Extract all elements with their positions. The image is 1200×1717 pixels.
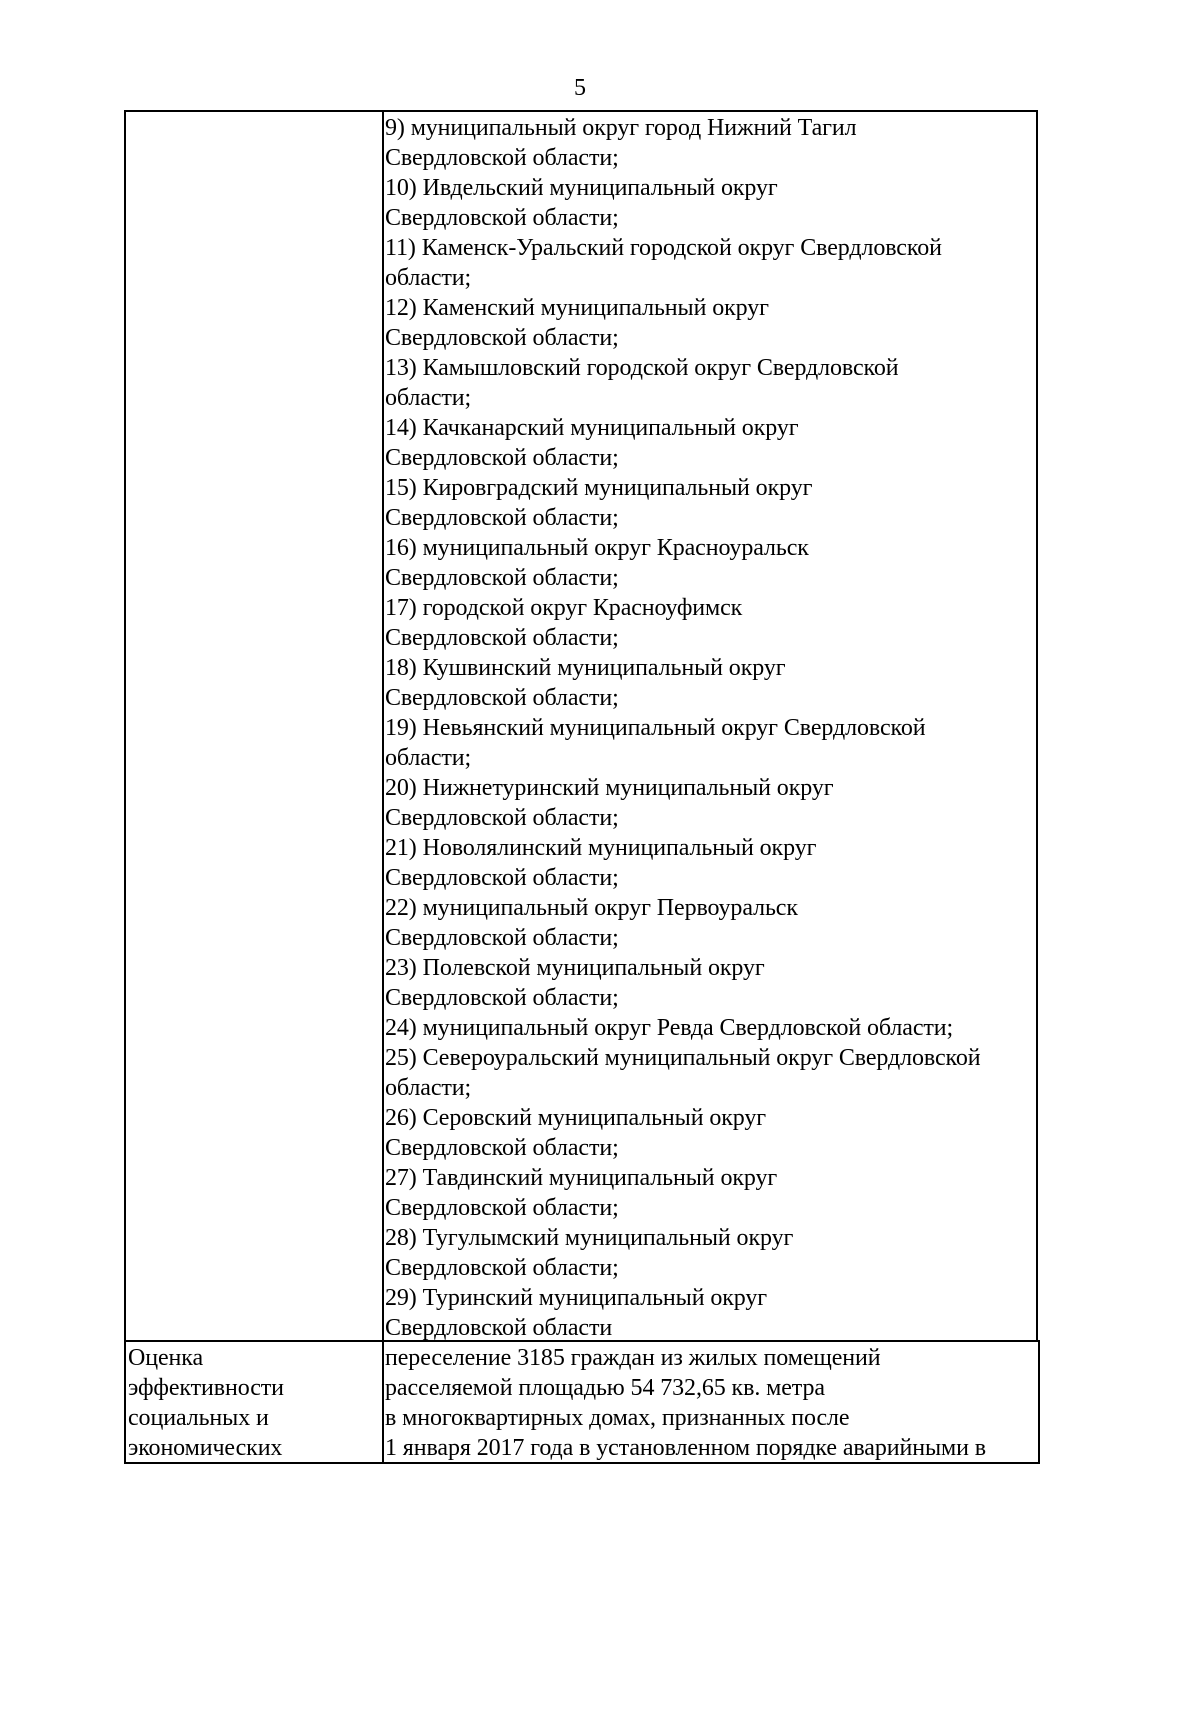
- text-line: 9) муниципальный округ город Нижний Тагил: [385, 115, 857, 141]
- text-line: эффективности: [128, 1375, 284, 1401]
- text-line: Свердловской области;: [385, 445, 619, 471]
- text-line: Свердловской области;: [385, 985, 619, 1011]
- indicator-name-cell: [128, 1343, 284, 1463]
- text-line: Свердловской области;: [385, 565, 619, 591]
- table-column-divider: [382, 110, 384, 1464]
- text-line: области;: [385, 385, 472, 411]
- text-line: Свердловской области;: [385, 625, 619, 651]
- text-line: Свердловской области;: [385, 1135, 619, 1161]
- text-line: Свердловской области;: [385, 1255, 619, 1281]
- table-right-border: [1036, 110, 1038, 1342]
- text-line: Свердловской области;: [385, 325, 619, 351]
- text-line: Свердловской области;: [385, 685, 619, 711]
- text-line: 13) Камышловский городской округ Свердловской: [385, 355, 899, 381]
- text-line: 15) Кировградский муниципальный округ: [385, 475, 813, 501]
- text-line: Свердловской области;: [385, 805, 619, 831]
- text-line: 21) Новолялинский муниципальный округ: [385, 835, 817, 861]
- text-line: Свердловской области;: [385, 505, 619, 531]
- text-line: Свердловской области;: [385, 1195, 619, 1221]
- municipality-list-cell: [385, 113, 981, 1343]
- indicator-value-cell: [385, 1343, 986, 1463]
- text-line: 12) Каменский муниципальный округ: [385, 295, 769, 321]
- text-line: Свердловской области;: [385, 145, 619, 171]
- text-line: экономических: [128, 1435, 283, 1461]
- text-line: переселение 3185 граждан из жилых помещений: [385, 1345, 881, 1371]
- text-line: области;: [385, 745, 472, 771]
- text-line: 10) Ивдельский муниципальный округ: [385, 175, 778, 201]
- text-line: 14) Качканарский муниципальный округ: [385, 415, 799, 441]
- text-line: Свердловской области;: [385, 925, 619, 951]
- text-line: 29) Туринский муниципальный округ: [385, 1285, 768, 1311]
- text-line: Свердловской области;: [385, 865, 619, 891]
- text-line: 22) муниципальный округ Первоуральск: [385, 895, 798, 921]
- text-line: области;: [385, 265, 472, 291]
- table-right-border-row2: [1038, 1340, 1040, 1464]
- text-line: 18) Кушвинский муниципальный округ: [385, 655, 786, 681]
- text-line: социальных и: [128, 1405, 269, 1431]
- text-line: 25) Североуральский муниципальный округ Свердловской: [385, 1045, 981, 1071]
- text-line: области;: [385, 1075, 472, 1101]
- page-number: 5: [574, 75, 586, 101]
- text-line: 26) Серовский муниципальный округ: [385, 1105, 767, 1131]
- text-line: расселяемой площадью 54 732,65 кв. метра: [385, 1375, 825, 1401]
- text-line: Оценка: [128, 1345, 204, 1371]
- text-line: в многоквартирных домах, признанных после: [385, 1405, 850, 1431]
- table-top-border: [124, 110, 1037, 112]
- text-line: 17) городской округ Красноуфимск: [385, 595, 743, 621]
- text-line: 28) Тугулымский муниципальный округ: [385, 1225, 794, 1251]
- text-line: 20) Нижнетуринский муниципальный округ: [385, 775, 834, 801]
- text-line: 11) Каменск-Уральский городской округ Свердловской: [385, 235, 942, 261]
- text-line: 24) муниципальный округ Ревда Свердловской области;: [385, 1015, 954, 1041]
- text-line: Свердловской области;: [385, 205, 619, 231]
- text-line: 1 января 2017 года в установленном порядке аварийными в: [385, 1435, 986, 1461]
- text-line: 16) муниципальный округ Красноуральск: [385, 535, 809, 561]
- text-line: 23) Полевской муниципальный округ: [385, 955, 765, 981]
- text-line: Свердловской области: [385, 1315, 613, 1341]
- table-left-border: [124, 110, 126, 1464]
- text-line: 27) Тавдинский муниципальный округ: [385, 1165, 778, 1191]
- text-line: 19) Невьянский муниципальный округ Свердловской: [385, 715, 926, 741]
